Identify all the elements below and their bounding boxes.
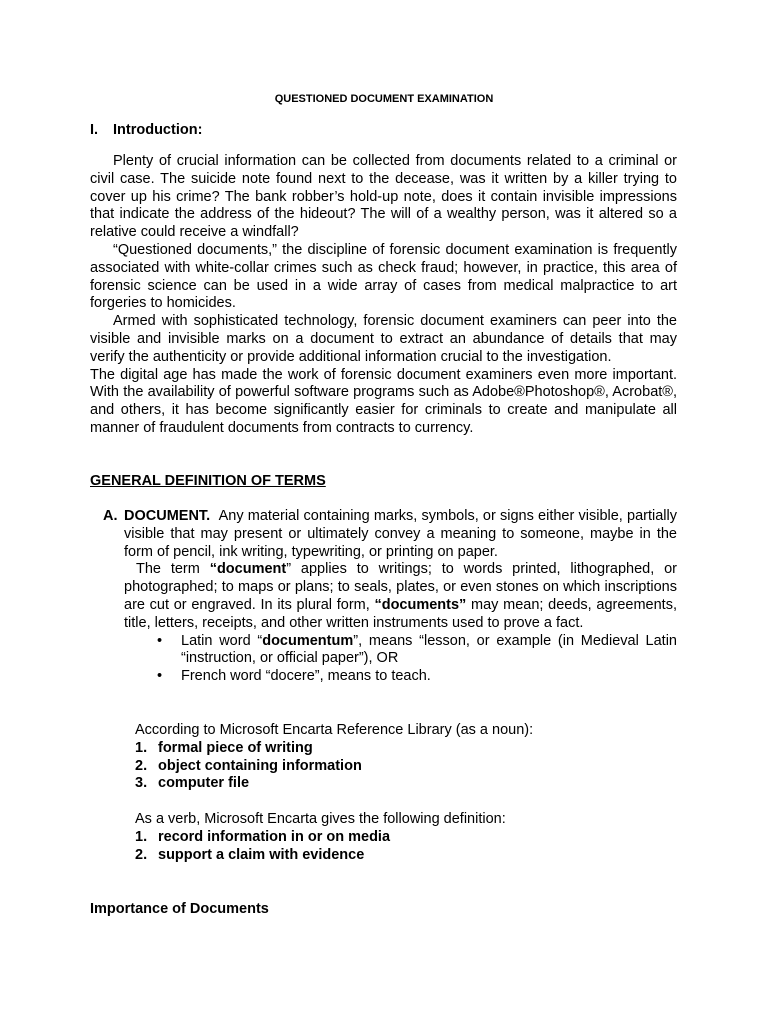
section-number: I.: [90, 122, 99, 138]
list-item: [135, 758, 677, 776]
term-marker: A.: [103, 508, 118, 524]
encarta-verb-definitions: [135, 811, 677, 864]
intro-paragraph-2: “Questioned documents,” the discipline of forensic document examination is frequently associated with white-collar crimes such as check fraud; however, in practice, this area of forensic science can be used in a wide array of cases from medical malpractice to art forgeries to homicides.: [90, 241, 677, 312]
term-body: [124, 508, 677, 686]
list-item: [124, 668, 677, 686]
bullet-icon: •: [157, 632, 163, 649]
encarta-noun-lead: According to Microsoft Encarta Reference Library (as a noun):: [135, 722, 534, 738]
bullet-text-end: ”, means “lesson, or example (in Medieval Latin “instruction, or official paper”), OR: [181, 632, 677, 667]
usage-text-start: The term: [136, 561, 210, 578]
list-item: [135, 847, 677, 865]
list-text: object containing information: [158, 757, 362, 774]
list-item: [135, 740, 677, 758]
introduction-body: [90, 153, 677, 438]
bullet-icon: •: [157, 668, 163, 685]
importance-heading: Importance of Documents: [90, 901, 269, 917]
usage-text-end: may mean; deeds, agreements, title, letters, receipts, and other written instruments used to prove a fact.: [124, 596, 677, 631]
list-item: [135, 775, 677, 793]
term-document: [103, 508, 677, 686]
encarta-verb-list: [135, 829, 677, 865]
term-definition: Any material containing marks, symbols, or signs either visible, partially visible that may present or ultimately convey a meaning to someone, maybe in the form of pencil, ink writing, typewriting, or printing on paper.: [124, 508, 677, 560]
bullet-term-bold: documentum: [262, 632, 354, 649]
list-item: [124, 633, 677, 669]
encarta-verb-lead: As a verb, Microsoft Encarta gives the following definition:: [135, 811, 506, 827]
list-number: 3.: [135, 775, 148, 792]
list-number: 1.: [135, 739, 148, 756]
list-text: formal piece of writing: [158, 739, 313, 756]
section-heading-introduction: [90, 121, 202, 139]
term-definition-paragraph: [124, 508, 677, 561]
bullet-text: French word “docere”, means to teach.: [181, 668, 431, 685]
list-text: record information in or on media: [158, 828, 391, 845]
list-number: 2.: [135, 846, 148, 863]
intro-paragraph-3: Armed with sophisticated technology, forensic document examiners can peer into the visible and invisible marks on a document to extract an abundance of details that may verify the authenticity or provide additional information crucial to the investigation.: [90, 313, 677, 365]
encarta-noun-definitions: [135, 722, 677, 793]
usage-term-bold: “document: [209, 561, 287, 578]
bullet-text-start: Latin word “: [181, 632, 263, 649]
term-name: DOCUMENT.: [124, 508, 211, 524]
intro-paragraph-4: The digital age has made the work of forensic document examiners even more important. With the availability of powerful software programs such as Adobe®Photoshop®, Acrobat®, and others, it has become significantly easier for criminals to create and manipulate all manner of fraudulent documents from contracts to currency.: [90, 366, 677, 436]
etymology-list: [124, 633, 677, 686]
general-definitions-heading: GENERAL DEFINITION OF TERMS: [90, 473, 326, 489]
usage-text-middle: ” applies to writings; to words printed, lithographed, or photographed; to maps or plans; to seals, plates, or even stones on which inscriptions are cut or engraved. In its plural form,: [124, 561, 677, 613]
section-title: Introduction:: [113, 122, 203, 138]
list-number: 1.: [135, 828, 148, 845]
list-item: [135, 829, 677, 847]
list-number: 2.: [135, 757, 148, 774]
list-text: support a claim with evidence: [158, 846, 365, 863]
document-title: QUESTIONED DOCUMENT EXAMINATION: [274, 93, 494, 105]
term-usage-paragraph: [124, 561, 677, 632]
usage-plural-bold: “documents”: [374, 596, 467, 613]
encarta-noun-list: [135, 740, 677, 793]
intro-paragraph-1: Plenty of crucial information can be collected from documents related to a criminal or civil case. The suicide note found next to the decease, was it written by a killer trying to cover up his crime? The bank robber’s hold-up note, does it contain invisible impressions that indicate the address of the hideout? The will of a wealthy person, was it altered so a relative could receive a windfall?: [90, 153, 677, 241]
list-text: computer file: [158, 775, 250, 792]
